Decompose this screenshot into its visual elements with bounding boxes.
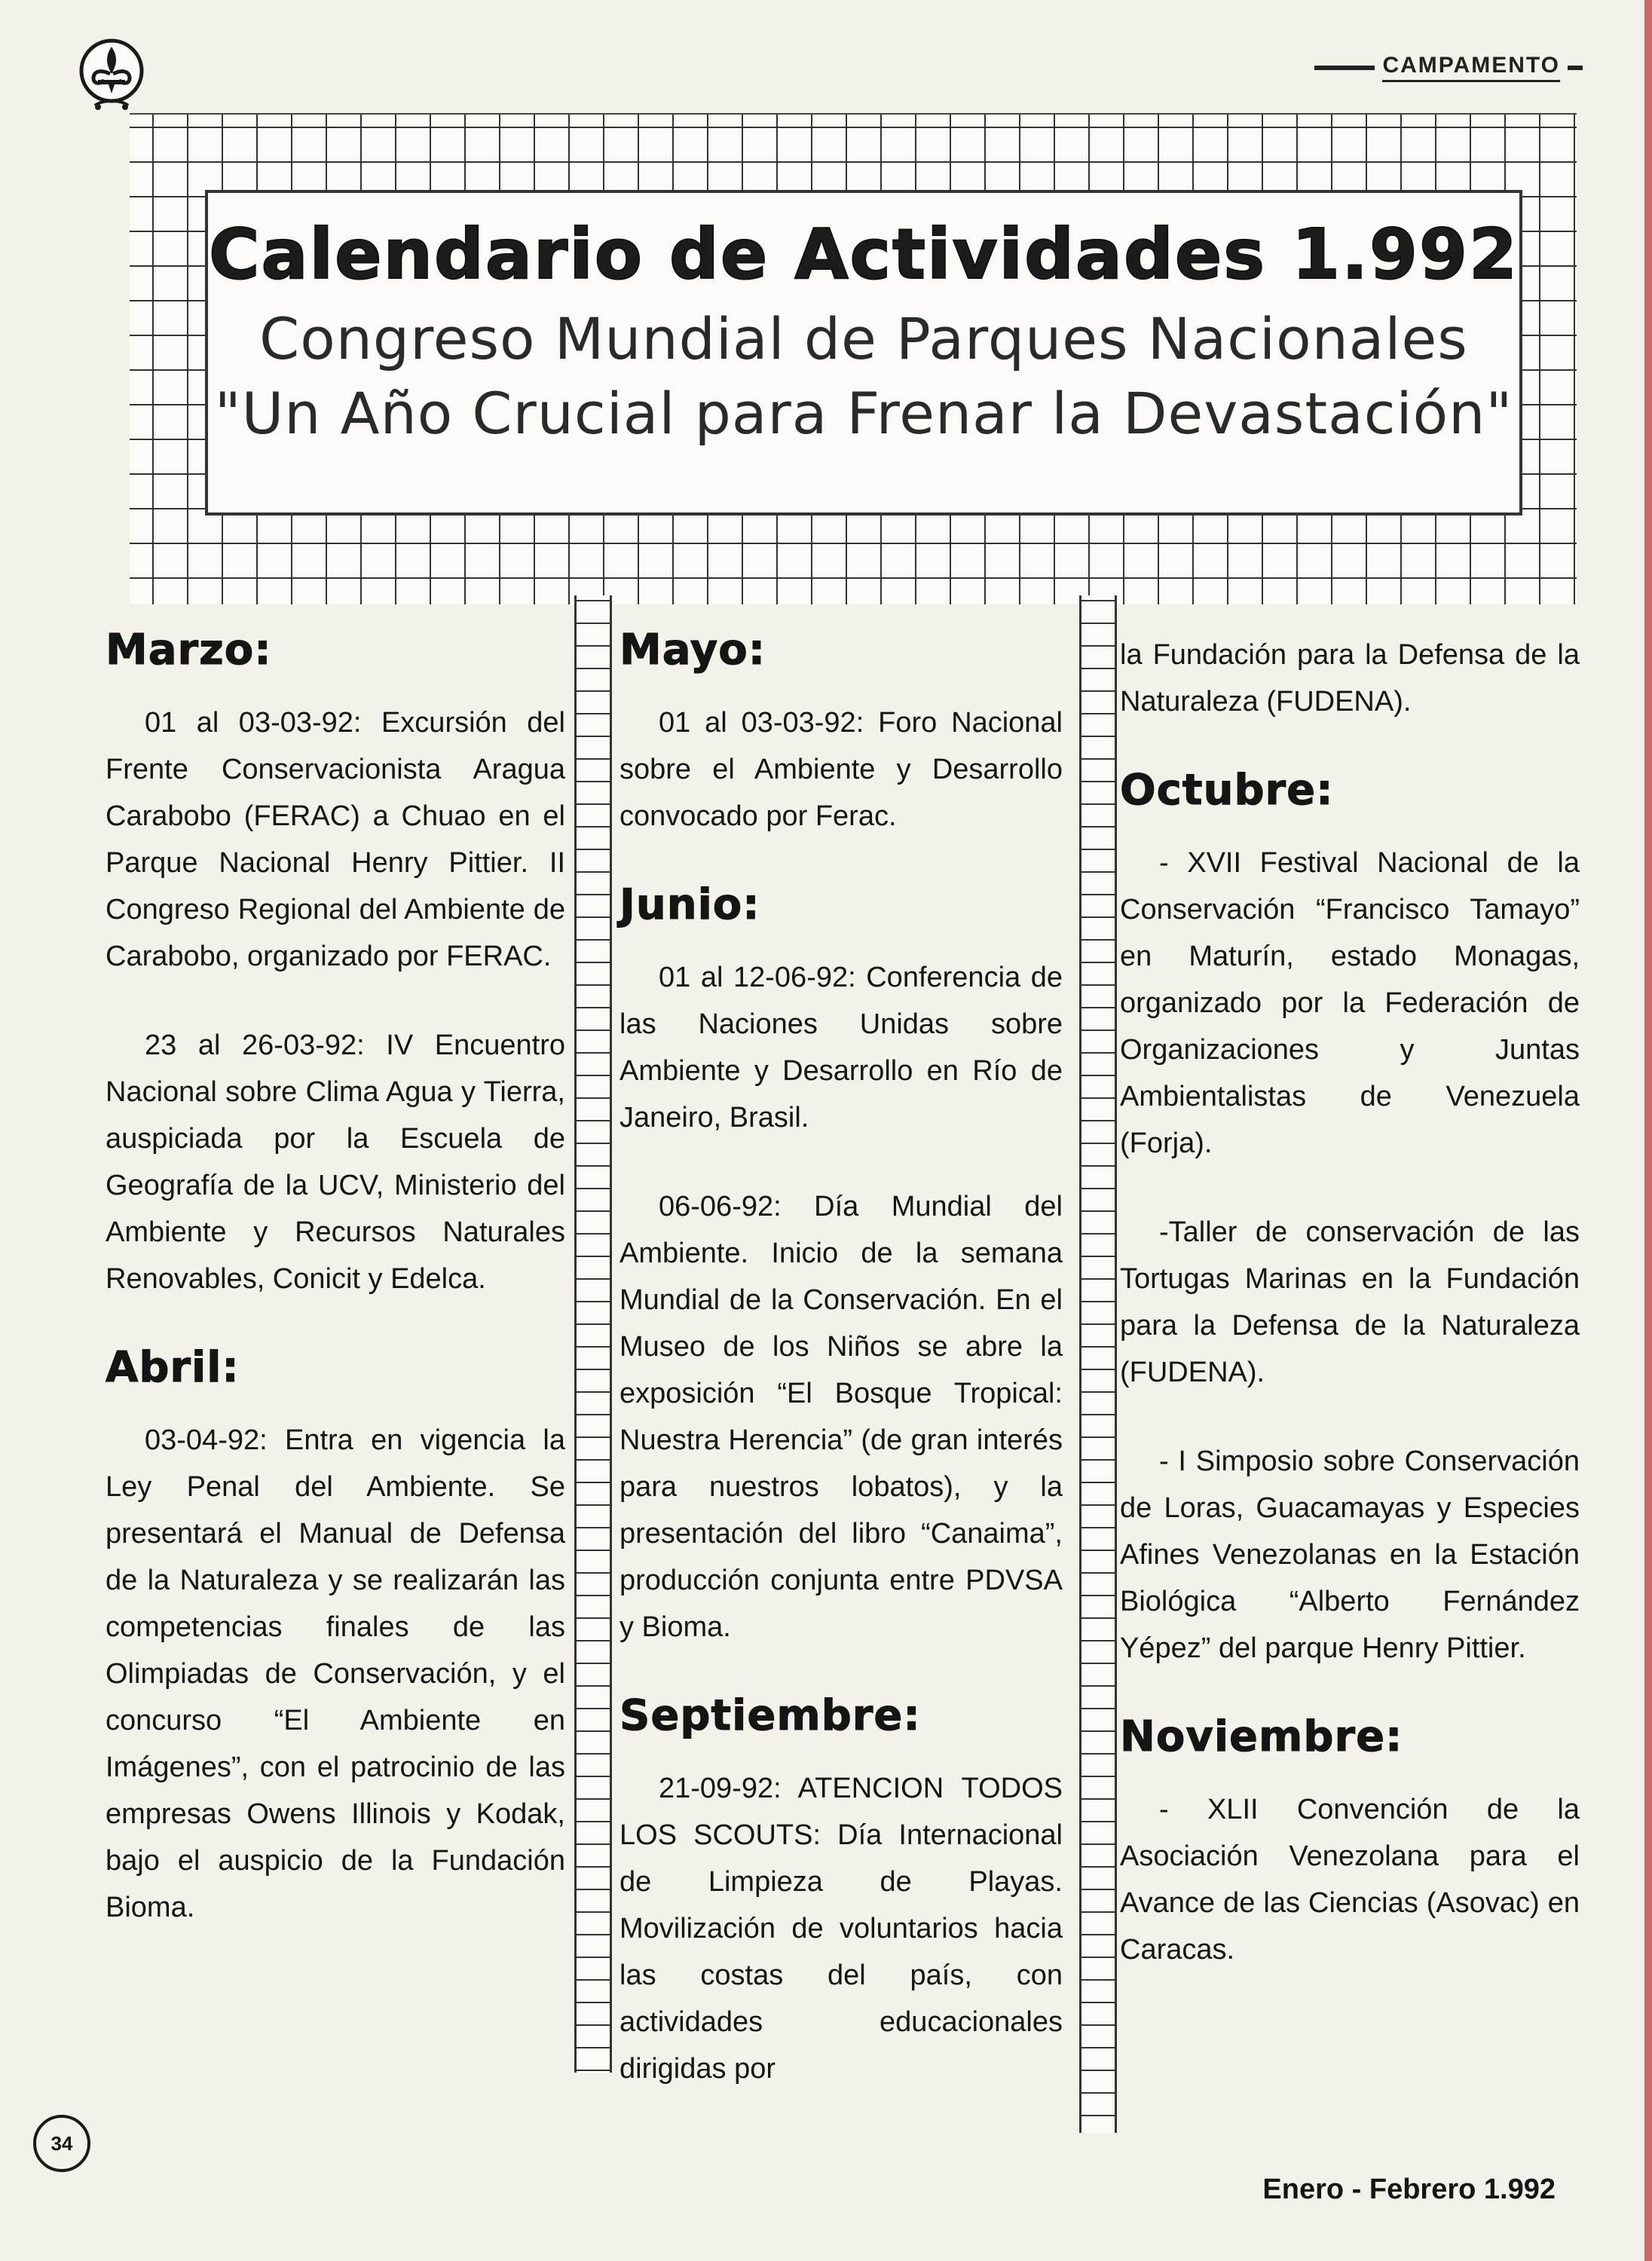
month-heading-junio: Junio:	[620, 880, 760, 929]
event-paragraph: - XLII Convención de la Asociación Venezolana para el Avance de las Ciencias (Asovac) en Caracas.	[1120, 1794, 1580, 1966]
event-paragraph: 06-06-92: Día Mundial del Ambiente. Inicio de la semana Mundial de la Conservación. En el Museo de los Niños se abre la exposición “El Bosque Tropical: Nuestra Herencia” (de gran interés para nuestros lobatos), y la presentación del libro “Canaima”, producción conjunta entre PDVSA y Bioma.	[620, 1191, 1063, 1643]
month-heading-mayo: Mayo:	[620, 626, 766, 675]
page-edge	[1644, 0, 1652, 2261]
column-divider-left	[574, 595, 612, 2073]
title-banner	[205, 190, 1522, 516]
month-heading-noviembre: Noviembre:	[1120, 1712, 1403, 1761]
month-heading-abril: Abril:	[106, 1343, 240, 1392]
column-left	[106, 610, 565, 1973]
event-paragraph: 01 al 03-03-92: Foro Nacional sobre el Ambiente y Desarrollo convocado por Ferac.	[620, 707, 1063, 832]
event-paragraph: 01 al 03-03-92: Excursión del Frente Conservacionista Aragua Carabobo (FERAC) a Chuao en el Parque Nacional Henry Pittier. II Congreso Regional del Ambiente de Carabobo, organizado por FERAC.	[106, 707, 565, 972]
event-paragraph: 21-09-92: ATENCION TODOS LOS SCOUTS: Día Internacional de Limpieza de Playas. Movilización de voluntarios hacia las costas del país, con actividades educacionales dirigidas por	[620, 1773, 1063, 2085]
event-paragraph: 23 al 26-03-92: IV Encuentro Nacional sobre Clima Agua y Tierra, auspiciada por la Escuela de Geografía de la UCV, Ministerio del Ambiente y Recursos Naturales Renovables, Conicit y Edelca.	[106, 1030, 565, 1295]
event-paragraph: 01 al 12-06-92: Conferencia de las Naciones Unidas sobre Ambiente y Desarrollo en Río de Janeiro, Brasil.	[620, 962, 1063, 1134]
banner-subtitle: Congreso Mundial de Parques Nacionales	[259, 305, 1468, 372]
continued-paragraph: la Fundación para la Defensa de la Naturaleza (FUDENA).	[1120, 639, 1580, 717]
event-paragraph: - XVII Festival Nacional de la Conservación “Francisco Tamayo” en Maturín, estado Monagas, organizado por la Federación de Organizaciones y Juntas Ambientalistas de Venezuela (Forja).	[1120, 847, 1580, 1159]
event-paragraph: 03-04-92: Entra en vigencia la Ley Penal del Ambiente. Se presentará el Manual de Defensa de la Naturaleza y se realizarán las competencias finales de las Olimpiadas de Conservación, y el concurso “El Ambiente en Imágenes”, con el patrocinio de las empresas Owens Illinois y Kodak, bajo el auspicio de la Fundación Bioma.	[106, 1424, 565, 1923]
column-middle	[620, 610, 1063, 2134]
month-heading-octubre: Octubre:	[1120, 766, 1334, 815]
event-paragraph: - I Simposio sobre Conservación de Loras, Guacamayas y Especies Afines Venezolanas en la Estación Biológica “Alberto Fernández Yépez” del parque Henry Pittier.	[1120, 1446, 1580, 1664]
section-title: CAMPAMENTO	[1382, 53, 1560, 82]
page-title: Calendario de Actividades 1.992	[208, 214, 1519, 295]
banner-tagline: "Un Año Crucial para Frenar la Devastación"	[214, 380, 1513, 447]
fleur-de-lis-icon	[75, 36, 148, 119]
page-number: 34	[33, 2115, 90, 2172]
issue-date: Enero - Febrero 1.992	[1262, 2174, 1556, 2205]
month-heading-marzo: Marzo:	[106, 626, 272, 675]
column-right	[1120, 610, 1580, 2015]
month-heading-septiembre: Septiembre:	[620, 1691, 921, 1740]
section-label	[1314, 53, 1583, 82]
event-paragraph: -Taller de conservación de las Tortugas Marinas en la Fundación para la Defensa de la Naturaleza (FUDENA).	[1120, 1216, 1580, 1388]
column-divider-right	[1079, 595, 1117, 2133]
